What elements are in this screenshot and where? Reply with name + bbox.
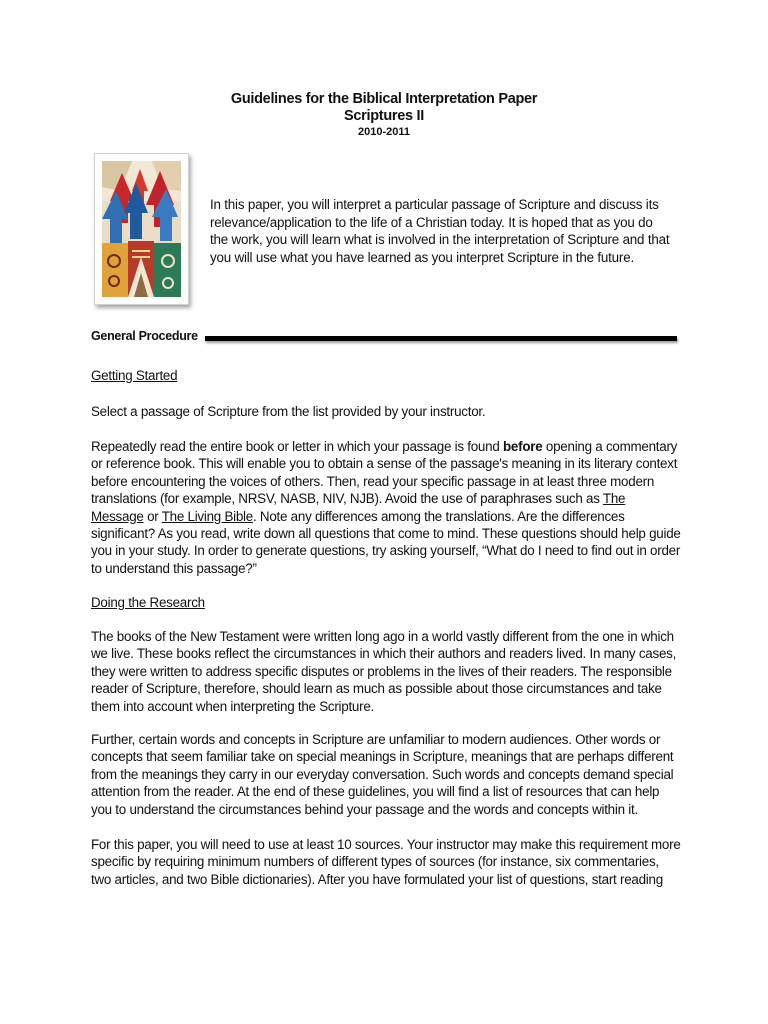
section-header: [91, 329, 681, 347]
title-the-living-bible: The Living Bible: [161, 508, 253, 524]
paragraph-text: or: [143, 508, 162, 524]
document-subtitle: Scriptures II: [344, 108, 424, 124]
paragraph-text: Repeatedly read the entire book or letter in which your passage is found: [91, 439, 503, 454]
emphasis-before: before: [503, 439, 543, 454]
getting-started-heading: Getting Started: [91, 368, 178, 383]
intro-paragraph: In this paper, you will interpret a particular passage of Scripture and discuss its relevance/application to the life of a Christian today. It is hoped that as you do the work, you will learn what is involved in the interpretation of Scripture and that you will use what you have learned as you interpret Scripture in the future.: [210, 197, 670, 265]
getting-started-paragraph-2: [91, 438, 681, 577]
paragraph-text: opening a commentary or reference book. This will enable you to obtain a sense of the passage's meaning in its literary context before encountering the voices of others. Then, read your specific passage in at least three modern translations (for example, NRSV, NASB, NIV, NJB). Avoid the use of paraphrases such as: [91, 439, 678, 507]
illustration-image: [94, 153, 189, 305]
paragraph-text: . Note any differences among the translations. Are the differences significant? As you read, write down all questions that come to mind. These questions should help guide you in your study. In order to generate questions, try asking yourself, “What do I need to find out in order to understand this passage?”: [91, 508, 681, 576]
research-paragraph-3: For this paper, you will need to use at least 10 sources. Your instructor may make this requirement more specific by requiring minimum numbers of different types of sources (for instance, six commentaries, two articles, and two Bible dictionaries). After you have formulated your list of questions, start reading: [91, 837, 681, 887]
getting-started-paragraph-1: Select a passage of Scripture from the list provided by your instructor.: [91, 404, 486, 419]
research-paragraph-2: Further, certain words and concepts in Scripture are unfamiliar to modern audiences. Other words or concepts that seem familiar take on special meanings in Scripture, meanings that are perhaps different from the meanings they carry in our everyday conversation. Such words and concepts demand special attention from the reader. At the end of these guidelines, you will find a list of resources that can help you to understand the circumstances behind your passage and the words and concepts within it.: [91, 732, 674, 817]
title-block: [0, 91, 768, 140]
title-the-message: The Message: [91, 491, 626, 524]
abstract-art-illustration: [102, 161, 181, 297]
section-title: General Procedure: [91, 329, 198, 343]
document-title: Guidelines for the Biblical Interpretation Paper: [230, 91, 538, 107]
section-divider: [205, 336, 677, 341]
research-heading: Doing the Research: [91, 595, 205, 610]
document-years: 2010-2011: [358, 126, 410, 138]
research-paragraph-1: The books of the New Testament were written long ago in a world vastly different from the one in which we live. These books reflect the circumstances in which their authors and readers lived. In many cases, they were written to address specific disputes or problems in the lives of their readers. The responsible reader of Scripture, therefore, should learn as much as possible about those circumstances and take them into account when interpreting the Scripture.: [91, 629, 677, 714]
